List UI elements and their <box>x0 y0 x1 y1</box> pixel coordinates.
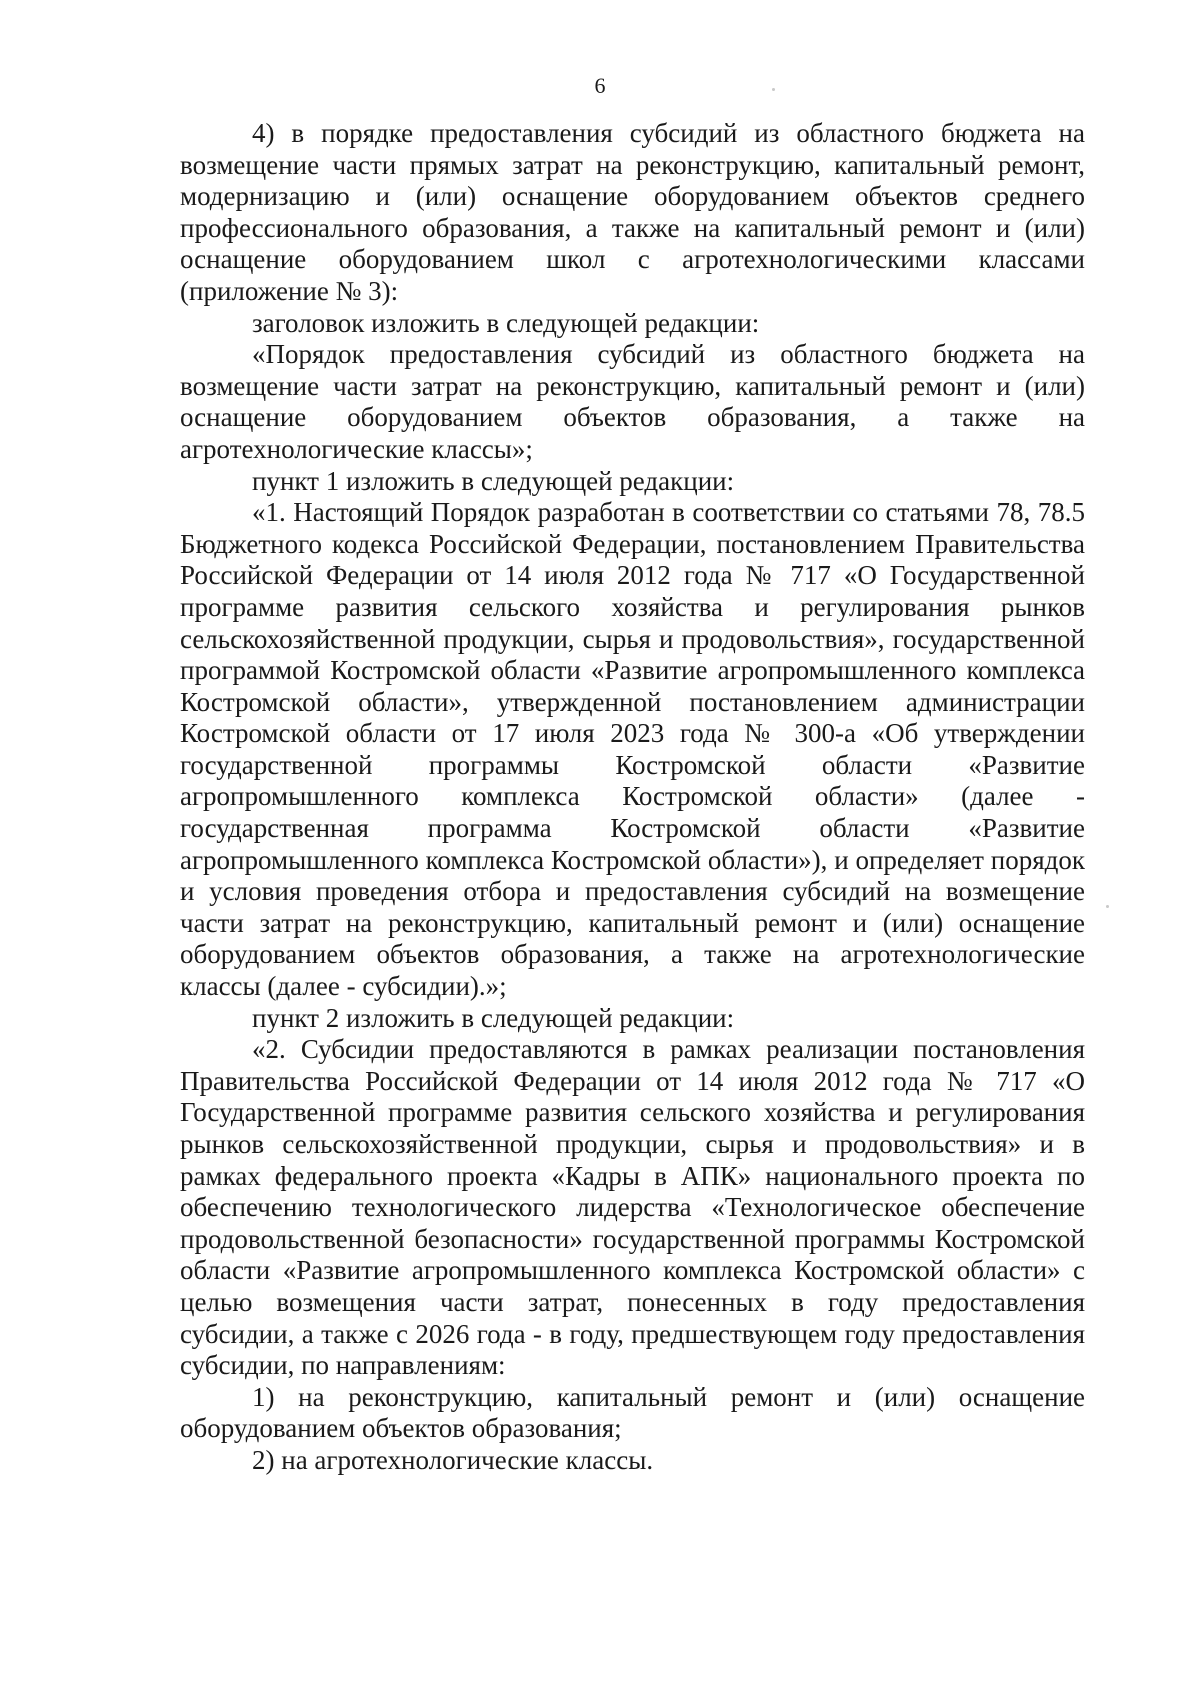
paragraph-direction-2: 2) на агротехнологические классы. <box>252 1444 654 1475</box>
page-number: 6 <box>594 73 606 98</box>
paragraph-clause-2-text: «2. Субсидии предоставляются в рамках реализации постановления Правительства Российской Федерации от 14 июля 2012 года № 717 «О Государственной программе развития сельского хозяйства и регулирования рынков сельскохозяйственной продукции, сырья и продовольствия» и в рамках федерального проекта «Кадры в АПК» национального проекта по обеспечению технологического лидерства «Технологическое обеспечение продовольственной безопасности» государственной программы Костромской области «Развитие агропромышленного комплекса Костромской области» с целью возмещения части затрат, понесенных в году предоставления субсидии, а также с 2026 года - в году, предшествующем году предоставления субсидии, по направлениям: <box>180 1034 1085 1381</box>
paragraph-direction-1: 1) на реконструкцию, капитальный ремонт и (или) оснащение оборудованием объектов образования; <box>180 1381 1085 1444</box>
paragraph-clause-2-instruction: пункт 2 изложить в следующей редакции: <box>252 1002 735 1033</box>
paragraph-new-title: «Порядок предоставления субсидий из областного бюджета на возмещение части затрат на реконструкцию, капитальный ремонт и (или) оснащение оборудованием объектов образования, а также на агротехнологические классы»; <box>180 339 1085 464</box>
scan-speck <box>772 88 775 91</box>
paragraph-clause-1-text: «1. Настоящий Порядок разработан в соответствии со статьями 78, 78.5 Бюджетного кодекса Российской Федерации, постановлением Правительства Российской Федерации от 14 июля 2012 года № 717 «О Государственной программе развития сельского хозяйства и регулирования рынков сельскохозяйственной продукции, сырья и продовольствия», государственной программой Костромской области «Развитие агропромышленного комплекса Костромской области», утвержденной постановлением администрации Костромской области от 17 июля 2023 года № 300-а «Об утверждении государственной программы Костромской области «Развитие агропромышленного комплекса Костромской области» (далее - государственная программа Костромской области «Развитие агропромышленного комплекса Костромской области»), и определяет порядок и условия проведения отбора и предоставления субсидий на возмещение части затрат на реконструкцию, капитальный ремонт и (или) оснащение оборудованием объектов образования, а также на агротехнологические классы (далее - субсидии).»; <box>180 497 1085 1002</box>
paragraph-amendment-item-4: 4) в порядке предоставления субсидий из областного бюджета на возмещение части прямых затрат на реконструкцию, капитальный ремонт, модернизацию и (или) оснащение оборудованием объектов среднего профессионального образования, а также на капитальный ремонт и (или) оснащение оборудованием школ с агротехнологическими классами (приложение № 3): <box>180 118 1085 306</box>
scan-speck <box>1106 905 1109 908</box>
document-body <box>180 118 1085 1477</box>
paragraph-clause-1-instruction: пункт 1 изложить в следующей редакции: <box>252 465 735 496</box>
paragraph-title-instruction: заголовок изложить в следующей редакции: <box>252 307 760 338</box>
